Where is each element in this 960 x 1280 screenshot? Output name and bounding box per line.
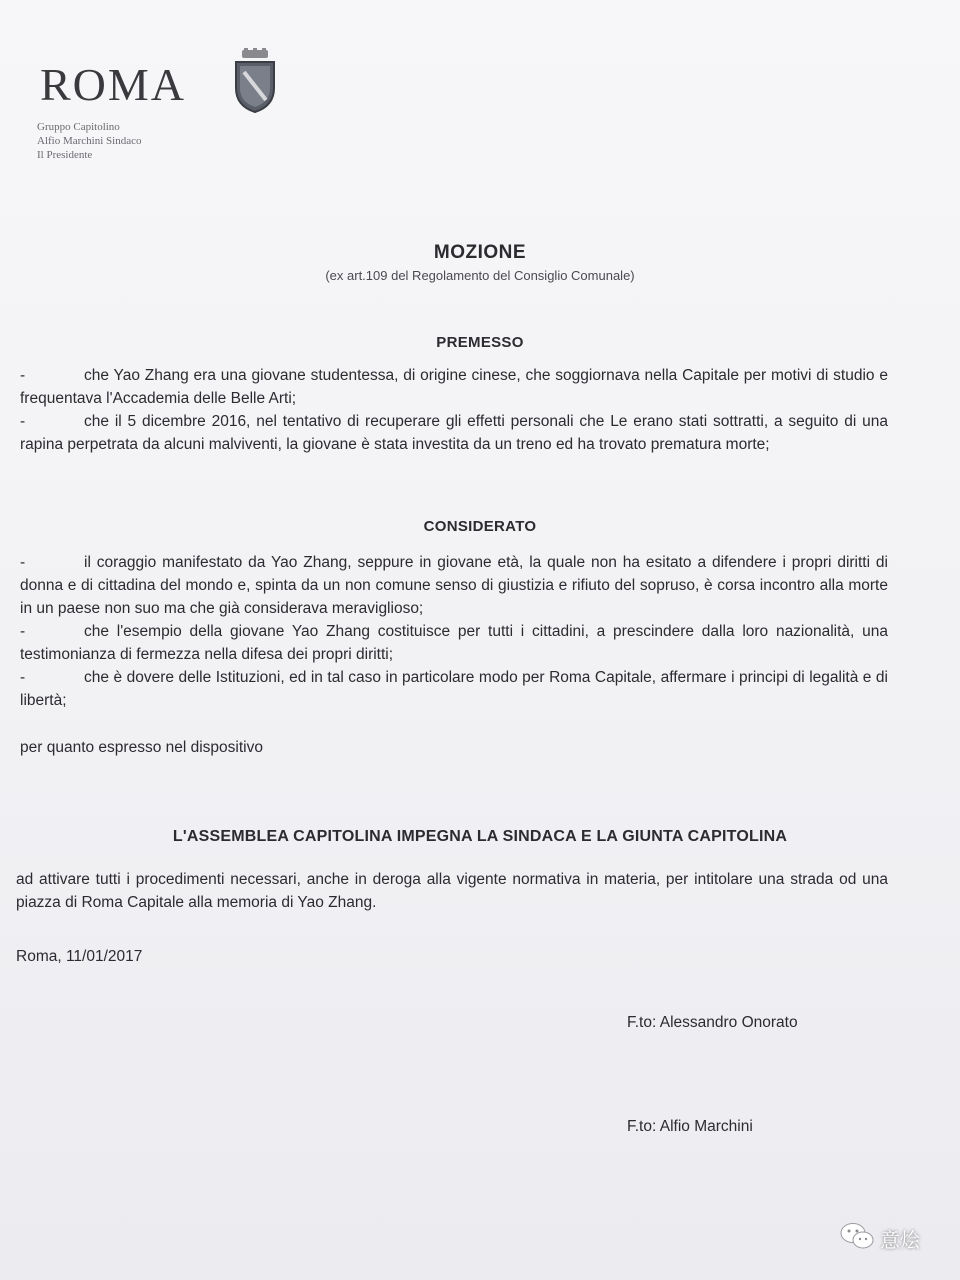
roma-logo-text: ROMA xyxy=(40,59,187,110)
org-line: Gruppo Capitolino xyxy=(37,121,120,133)
premesso-item-text: che Yao Zhang era una giovane studentessa, di origine cinese, che soggiornava nella Capitale per motivi di studio e frequentava l'Accademia delle Belle Arti; xyxy=(20,367,888,407)
considerato-item xyxy=(20,620,888,666)
date-line: Roma, 11/01/2017 xyxy=(16,948,143,965)
resolution-heading: L'ASSEMBLEA CAPITOLINA IMPEGNA LA SINDACA E LA GIUNTA CAPITOLINA xyxy=(172,828,788,845)
premesso-item-text: che il 5 dicembre 2016, nel tentativo di recuperare gli effetti personali che Le erano stati sottratti, a seguito di una rapina perpetrata da alcuni malviventi, la giovane è stata investita da un treno ed ha trovato prematura morte; xyxy=(20,413,888,453)
considerato-item-text: che è dovere delle Istituzioni, ed in tal caso in particolare modo per Roma Capitale, affermare i principi di legalità e di libertà; xyxy=(20,669,888,709)
signature-marchini: F.to: Alfio Marchini xyxy=(627,1118,753,1135)
considerato-item xyxy=(20,666,888,712)
considerato-closing: per quanto espresso nel dispositivo xyxy=(20,739,263,756)
considerato-item xyxy=(20,551,888,620)
org-line: Alfio Marchini Sindaco xyxy=(37,135,142,147)
document-title: MOZIONE xyxy=(433,242,527,263)
wechat-icon xyxy=(840,1222,874,1250)
considerato-section xyxy=(20,551,888,759)
considerato-heading: CONSIDERATO xyxy=(423,518,537,535)
watermark-badge xyxy=(840,1218,940,1254)
resolution-text xyxy=(16,868,888,914)
resolution-paragraph: ad attivare tutti i procedimenti necessari, anche in deroga alla vigente normativa in materia, per intitolare una strada od una piazza di Roma Capitale alla memoria di Yao Zhang. xyxy=(16,871,888,911)
premesso-heading: PREMESSO xyxy=(436,334,524,351)
document-subtitle: (ex art.109 del Regolamento del Consiglio Comunale) xyxy=(325,268,635,283)
considerato-item-text: il coraggio manifestato da Yao Zhang, seppure in giovane età, la quale non ha esitato a difendere i propri diritti di donna e di cittadina del mondo e, spinta da un non comune senso di giustizia e rifiuto del sopruso, è corsa incontro alla morte in un paese non suo ma che già considerava meraviglioso; xyxy=(20,554,888,617)
list-dash: - xyxy=(20,669,26,686)
list-dash: - xyxy=(20,413,26,430)
considerato-item-text: che l'esempio della giovane Yao Zhang costituisce per tutti i cittadini, a prescindere dalla loro nazionalità, una testimonianza di fermezza nella difesa dei propri diritti; xyxy=(20,623,888,663)
watermark-text: 意烩 xyxy=(880,1228,920,1252)
roma-crest-icon xyxy=(230,48,280,114)
list-dash: - xyxy=(20,367,26,384)
list-dash: - xyxy=(20,623,26,640)
premesso-item xyxy=(20,410,888,456)
premesso-section xyxy=(20,364,888,456)
premesso-item xyxy=(20,364,888,410)
list-dash: - xyxy=(20,554,26,571)
org-subtitle xyxy=(37,120,141,162)
signature-onorato: F.to: Alessandro Onorato xyxy=(627,1014,798,1031)
org-line: Il Presidente xyxy=(37,149,93,161)
